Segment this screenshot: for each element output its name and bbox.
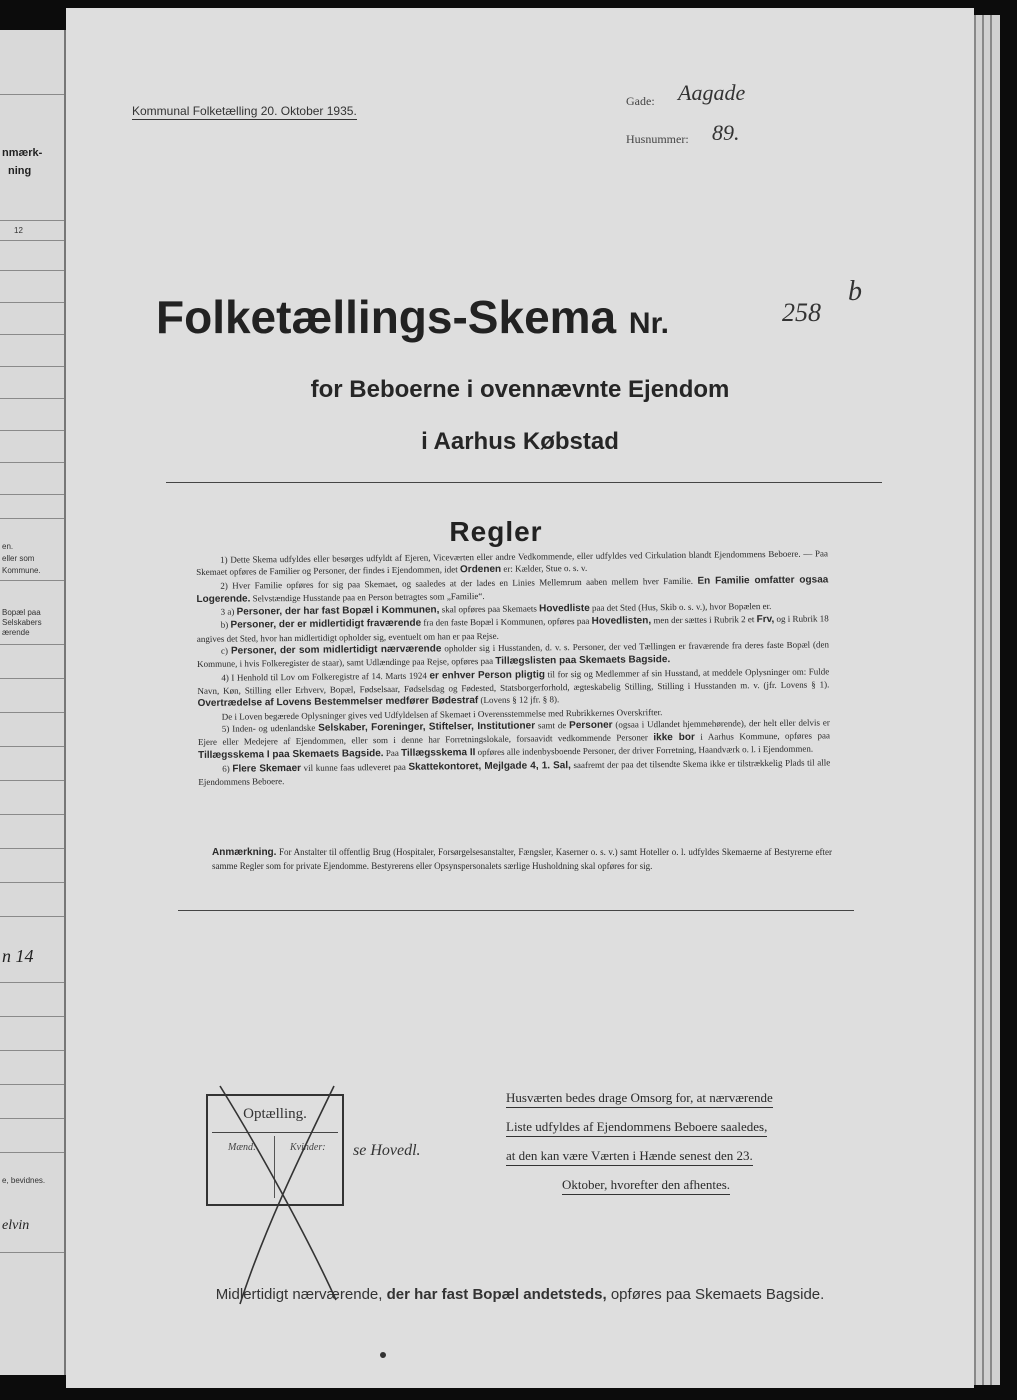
left-fragment: Kommune. (2, 566, 41, 575)
subtitle-town: i Aarhus Købstad (421, 428, 619, 455)
divider-bottom (178, 910, 854, 911)
rule-3c: c) Personer, der som midlertidigt nærværende opholder sig i Husstanden, d. v. s. Personer, der ved Tællingen er fraværende fra deres faste Bopæl (den Kommune, i hvis Folkeregister de staar), samt Udlændinge paa Rejse, opføres paa Tillægslisten paa Skemaets Bagside. (197, 639, 830, 670)
rule-2: 2) Hver Familie opføres for sig paa Skemaet, og saaledes at der lades en Linies Mellemrum aaben mellem hver Familie. En Familie omfatter ogsaa Logerende. Selvstændige Husstande paa en Person betragtes som „Familie“. (196, 573, 829, 605)
left-handwritten: elvin (2, 1218, 30, 1233)
landlord-line: Liste udfyldes af Ejendommens Beboere saaledes, (506, 1117, 846, 1146)
landlord-line: at den kan være Værten i Hænde senest den 23. (506, 1146, 846, 1175)
house-number-label: Husnummer: (626, 132, 689, 146)
women-label: Kvinder: (290, 1142, 326, 1153)
landlord-notice (506, 1088, 846, 1204)
left-fragment: en. (2, 542, 14, 551)
men-label: Mænd: (228, 1142, 257, 1153)
cross-out-mark (196, 1074, 356, 1314)
nr-value: 258 (782, 298, 821, 327)
rule-3b: b) Personer, der er midlertidigt fraværende fra den faste Bopæl i Kommunen, opføres paa Hovedlisten, men der sættes i Rubrik 2 et Frv, og i Rubrik 18 angives det Sted, hvor han midlertidigt opholder sig, eventuelt om han er paa Rejse. (196, 613, 829, 644)
left-header-2: ning (8, 165, 32, 177)
landlord-line: Husværten bedes drage Omsorg for, at nærværende (506, 1088, 846, 1117)
rule-3a: 3 a) Personer, der har fast Bopæl i Kommunen, skal opføres paa Skemaets Hovedliste paa det Sted (Hus, Skib o. s. v.), hvor Bopælen er. (220, 601, 772, 618)
nr-suffix: b (848, 276, 862, 307)
left-fragment: Bopæl paa (2, 608, 41, 617)
rules-text (196, 547, 830, 788)
ink-smudge (380, 1352, 386, 1358)
remark-label: Anmærkning. (212, 847, 277, 858)
subtitle-residents: for Beboerne i ovennævnte Ejendom (310, 376, 730, 403)
rule-4: 4) I Henhold til Lov om Folkeregistre af 14. Marts 1924 er enhver Person pligtig til for sig og Medlemmer af sin Husstand, at meddele Oplysninger om: Fulde Navn, Køn, Stilling eller Erhverv, Bopæl, Fødselsaar, Fødselsdag og Fødested, Statsborgerforhold, ægteskabelig Stilling, Stilling i Husstanden m. v. (jfr. Lovens § 1). Overtrædelse af Lovens Bestemmelser medfører Bødestraf (Lovens § 12 jfr. § 8). (197, 666, 830, 710)
rule-6: 6) Flere Skemaer vil kunne faas udleveret paa Skattekontoret, Mejlgade 4, 1. Sal, saafremt der paa det tilsendte Skema ikke er tilstrækkelig Plads til alle Ejendommens Beboere. (198, 757, 831, 788)
rules-heading: Regler (449, 516, 543, 547)
handwritten-note: se Hovedl. (353, 1142, 421, 1159)
form-title-text: Folketællings-Skema (156, 291, 617, 343)
left-fragment: ærende (2, 628, 30, 637)
footer-instruction: Midlertidigt nærværende, der har fast Bopæl andetsteds, opføres paa Skemaets Bagside. (215, 1286, 825, 1303)
left-fragment: Selskabers (2, 618, 42, 627)
form-title (156, 290, 876, 344)
divider-top (166, 482, 882, 483)
left-fragment: e, bevidnes. (2, 1176, 46, 1185)
census-header: Kommunal Folketælling 20. Oktober 1935. (132, 104, 357, 118)
count-box-title: Optælling. (243, 1106, 307, 1122)
house-number-value: 89. (712, 120, 740, 145)
nr-label: Nr. (628, 307, 669, 340)
census-form-page (66, 8, 974, 1388)
left-fragment: eller som (2, 554, 35, 563)
left-handwritten: n 14 (2, 946, 34, 966)
rule-5: 5) Inden- og udenlandske Selskaber, Foreninger, Stiftelser, Institutioner samt de Personer (ogsaa i Udlandet hjemmehørende), der helt eller delvis er Ejere eller Medejere af Ejendommen, eller som i denne har Forretningslokale, forsaavidt vedkommende Personer ikke bor i Aarhus Kommune, opføres paa Tillægsskema I paa Skemaets Bagside. Paa Tillægsskema II opføres alle indenbysboende Personer, der driver Forretning, Haandværk o. l. i Ejendommen. (197, 717, 831, 762)
street-value: Aagade (678, 80, 746, 105)
left-header-1: nmærk- (2, 147, 43, 159)
rule-4-note: De i Loven begærede Oplysninger gives ved Udfyldelsen af Skemaet i Overensstemmelse med Rubrikkernes Overskrifter. (221, 706, 663, 722)
remark-text: For Anstalter til offentlig Brug (Hospitaler, Forsørgelsesanstalter, Fængsler, Kaserner o. s. v.) samt Hoteller o. l. udfyldes Skemaerne af Bestyrerne efter samme Regler som for private Ejendomme. Bestyrerens eller Opsynspersonalets særlige Husholdning skal opføres for sig. (212, 847, 833, 871)
remark (212, 846, 832, 872)
left-column-number: 12 (14, 226, 23, 235)
landlord-line: Oktober, hvorefter den afhentes. (506, 1175, 846, 1204)
rule-1: 1) Dette Skema udfyldes eller besørges udfyldt af Ejeren, Viceværten eller andre Vedkommende, eller udfyldes ved Cirkulation blandt Ejendommens Beboere. — Paa Skemaet opføres de Familier og Personer, der findes i Ejendommen, idet Ordenen er: Kælder, Stue o. s. v. (196, 548, 829, 578)
street-label: Gade: (626, 94, 655, 108)
left-adjacent-page (0, 30, 66, 1375)
